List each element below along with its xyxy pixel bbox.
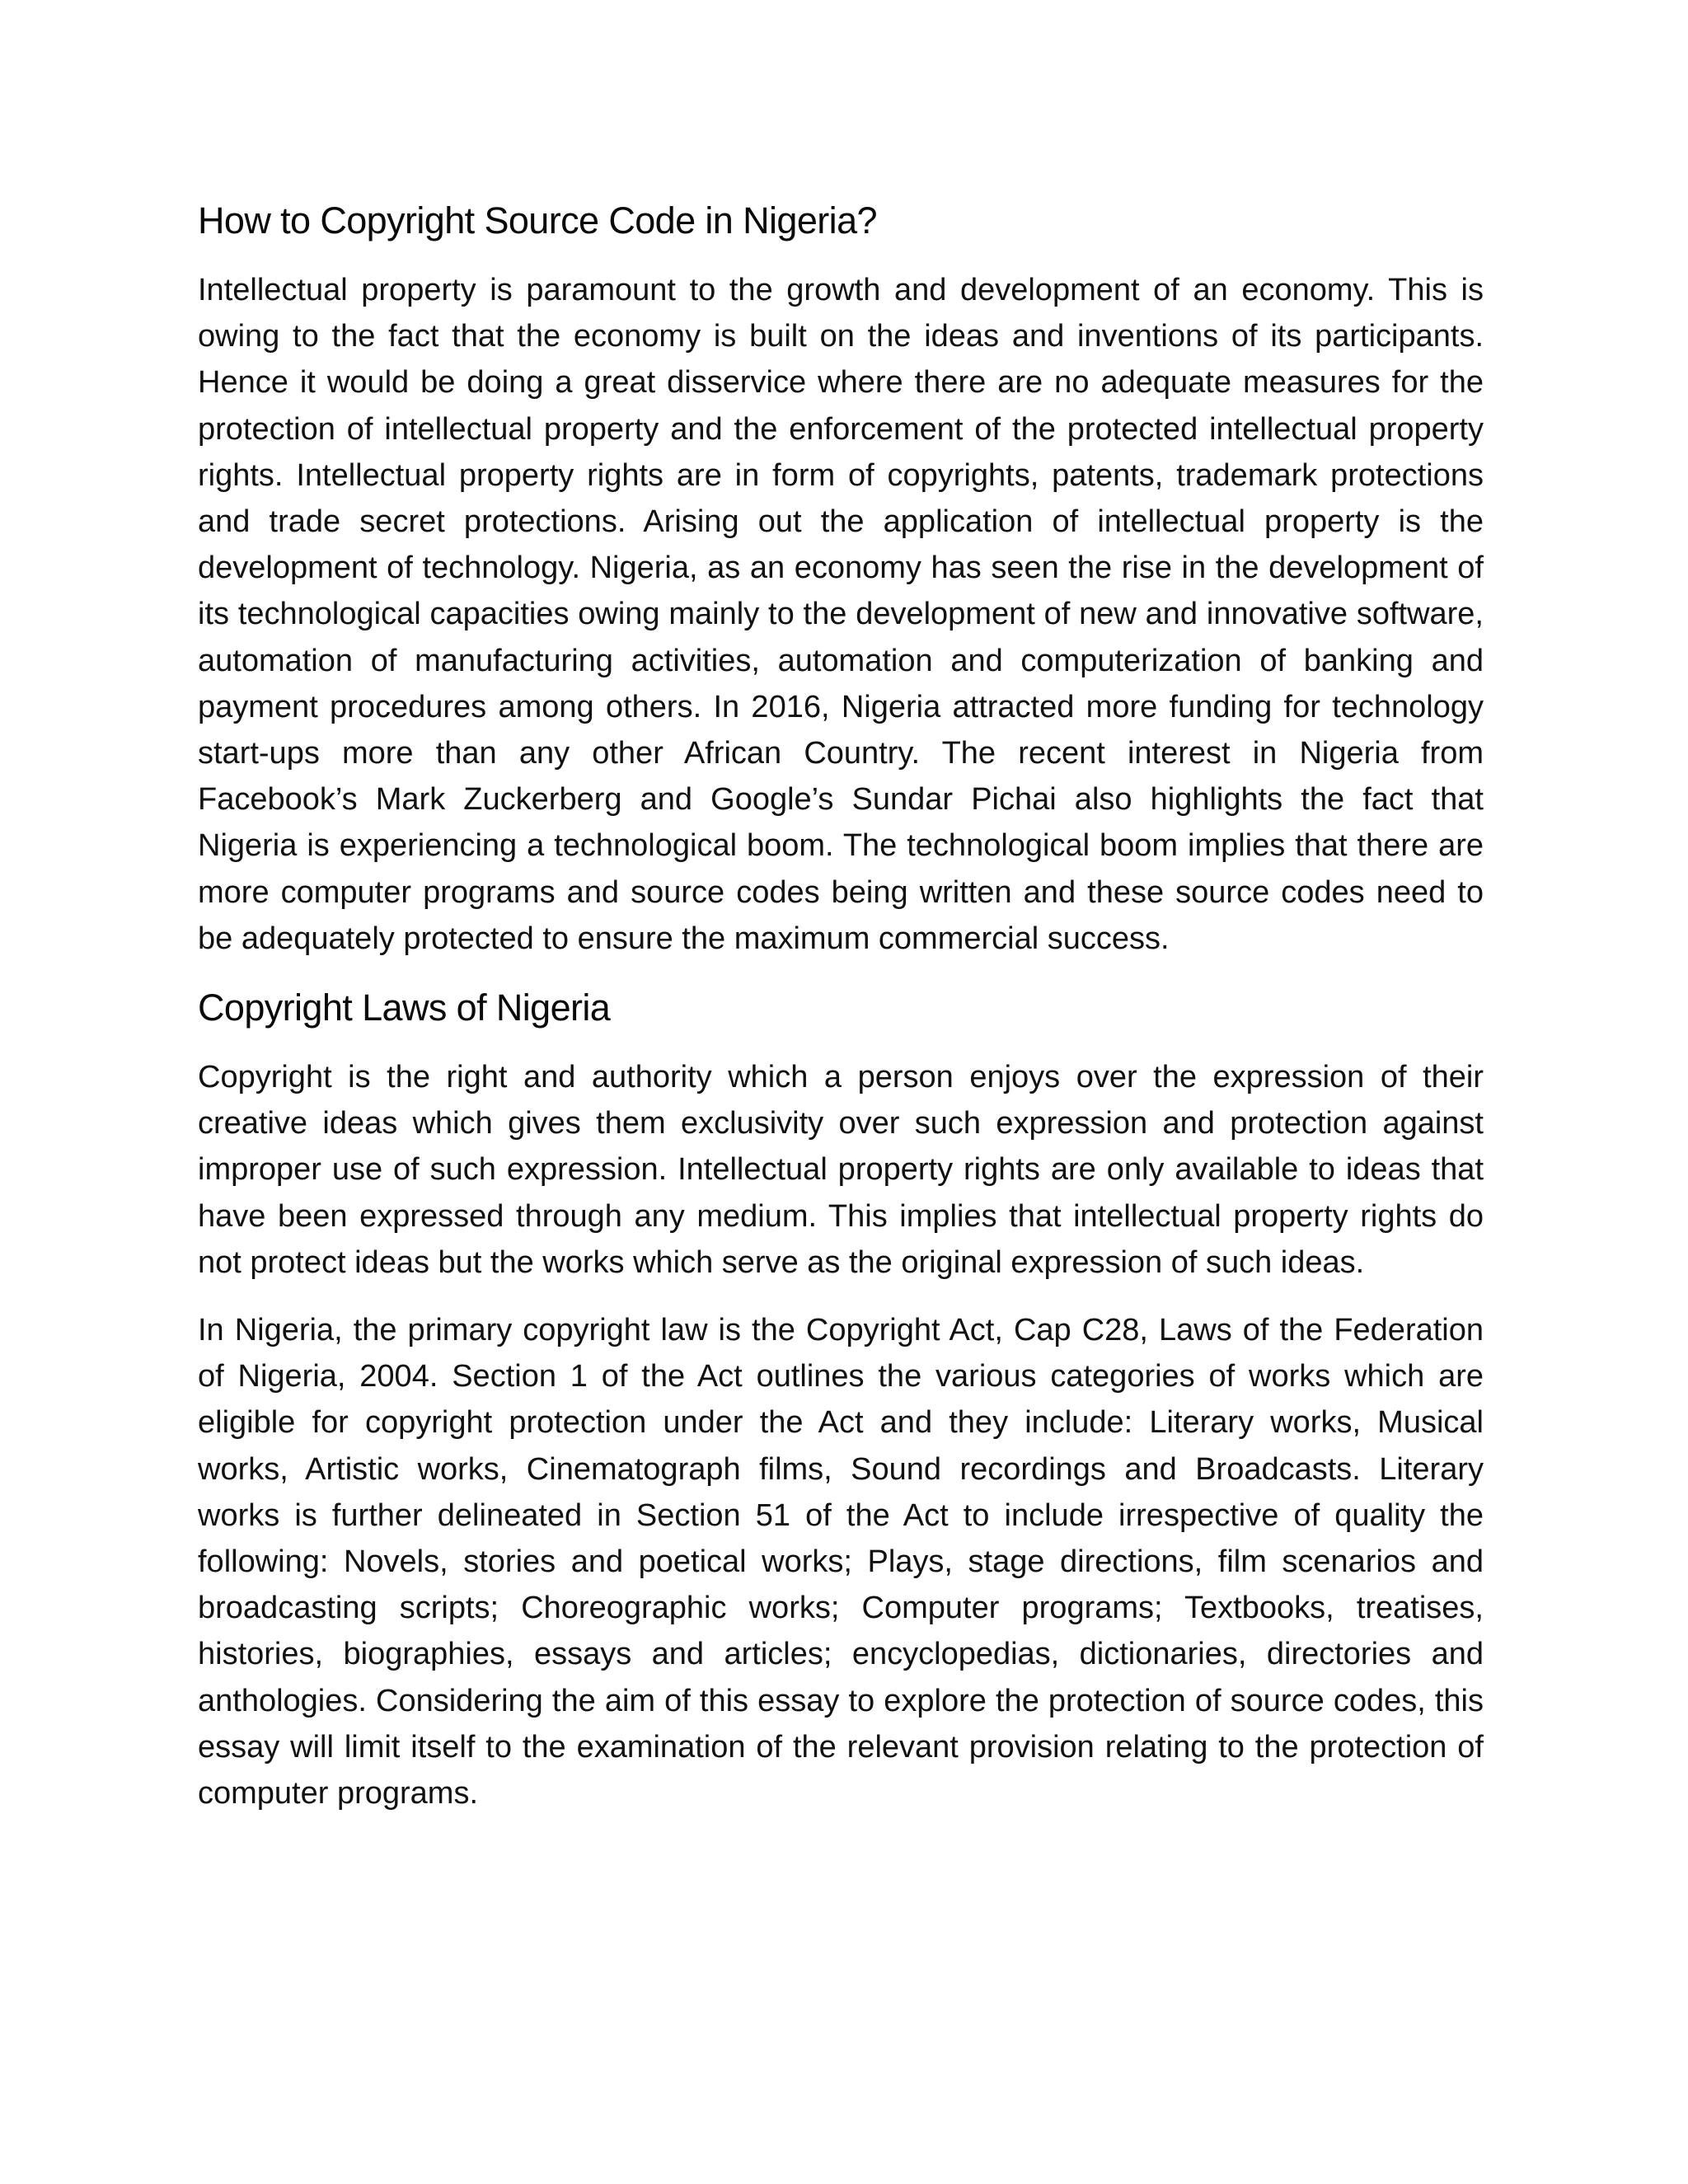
copyright-act-paragraph: In Nigeria, the primary copyright law is the Copyright Act, Cap C28, Laws of the Federation of Nigeria, 2004. Section 1 of the Act outlines the various categories of works which are eligible for copyright protection under the Act and they include: Literary works, Musical works, Artistic works, Cinematograph films, Sound recordings and Broadcasts. Literary works is further delineated in Section 51 of the Act to include irrespective of quality the following: Novels, stories and poetical works; Plays, stage directions, film scenarios and broadcasting scripts; Choreographic works; Computer programs; Textbooks, treatises, histories, biographies, essays and articles; encyclopedias, dictionaries, directories and anthologies. Considering the aim of this essay to explore the protection of source codes, this essay will limit itself to the examination of the relevant provision relating to the protection of computer programs. xyxy=(198,1313,1484,1811)
section-heading-how-to-copyright: How to Copyright Source Code in Nigeria? xyxy=(198,199,877,241)
section-heading-copyright-laws: Copyright Laws of Nigeria xyxy=(198,987,611,1029)
copyright-definition-paragraph: Copyright is the right and authority which a person enjoys over the expression of their creative ideas which gives them exclusivity over such expression and protection against improper use of such expression. Intellectual property rights are only available to ideas that have been expressed through any medium. This implies that intellectual property rights do not protect ideas but the works which serve as the original expression of such ideas. xyxy=(198,1060,1484,1280)
document-page xyxy=(198,196,1484,1838)
intro-paragraph: Intellectual property is paramount to the growth and development of an economy. This is owing to the fact that the economy is built on the ideas and inventions of its participants. Hence it would be doing a great disservice where there are no adequate measures for the protection of intellectual property and the enforcement of the protected intellectual property rights. Intellectual property rights are in form of copyrights, patents, trademark protections and trade secret protections. Arising out the application of intellectual property is the development of technology. Nigeria, as an economy has seen the rise in the development of its technological capacities owing mainly to the development of new and innovative software, automation of manufacturing activities, automation and computerization of banking and payment procedures among others. In 2016, Nigeria attracted more funding for technology start-ups more than any other African Country. The recent interest in Nigeria from Facebook’s Mark Zuckerberg and Google’s Sundar Pichai also highlights the fact that Nigeria is experiencing a technological boom. The technological boom implies that there are more computer programs and source codes being written and these source codes need to be adequately protected to ensure the maximum commercial success. xyxy=(198,273,1484,956)
